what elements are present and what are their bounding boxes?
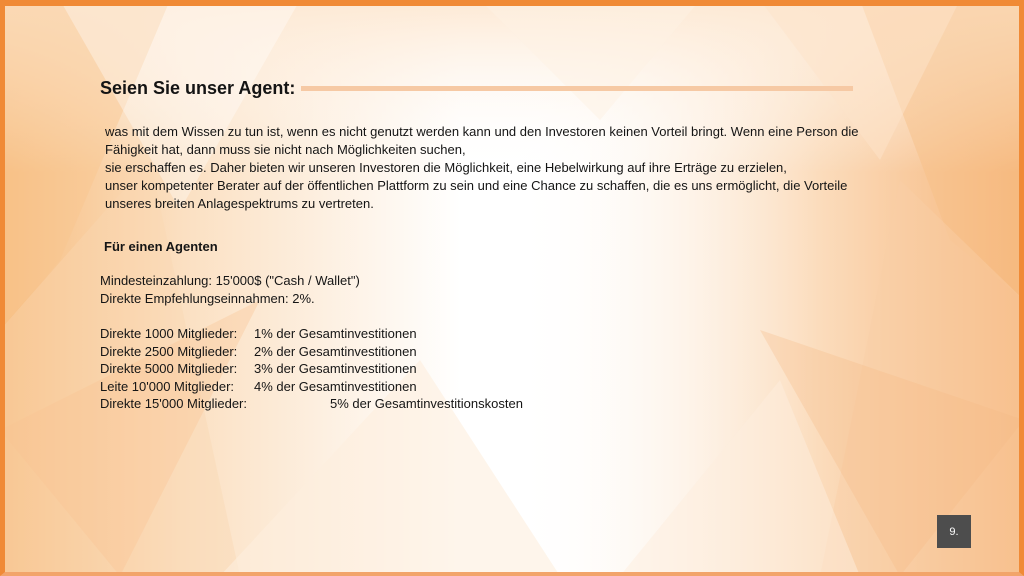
tier-value: 3% der Gesamtinvestitionen bbox=[254, 361, 417, 376]
tier-label: Leite 10'000 Mitglieder: bbox=[100, 378, 235, 394]
slide-title: Seien Sie unser Agent: bbox=[100, 78, 296, 98]
tier-value: 4% der Gesamtinvestitionen bbox=[254, 378, 417, 394]
tier-value: 2% der Gesamtinvestitionen bbox=[254, 343, 417, 359]
tier-value: 1% der Gesamtinvestitionen bbox=[254, 326, 417, 341]
requirement-line: Mindesteinzahlung: 15'000$ ("Cash / Wallet") bbox=[100, 273, 360, 288]
page-number: 9. bbox=[949, 525, 959, 538]
agent-subheading: Für einen Agenten bbox=[104, 239, 218, 254]
tier-label: Direkte 2500 Mitglieder: bbox=[100, 343, 238, 359]
intro-line: Fähigkeit hat, dann muss sie nicht nach Möglichkeiten suchen, bbox=[105, 142, 466, 157]
tier-value: 5% der Gesamtinvestitionskosten bbox=[330, 396, 523, 411]
intro-line: sie erschaffen es. Daher bieten wir unseren Investoren die Möglichkeit, eine Hebelwirkung auf ihre Erträge zu erzielen, bbox=[105, 160, 787, 175]
title-underline-bar bbox=[301, 86, 853, 91]
agent-requirements bbox=[100, 272, 360, 307]
tier-label: Direkte 15'000 Mitglieder: bbox=[100, 396, 247, 411]
requirement-line: Direkte Empfehlungseinnahmen: 2%. bbox=[100, 290, 315, 306]
tier-label: Direkte 5000 Mitglieder: bbox=[100, 361, 238, 376]
intro-line: unseres breiten Anlagespektrums zu vertreten. bbox=[105, 196, 374, 211]
intro-paragraph bbox=[105, 123, 905, 213]
page-number-badge bbox=[937, 515, 971, 548]
intro-line: unser kompetenter Berater auf der öffentlichen Plattform zu sein und eine Chance zu schaffen, die es uns ermöglicht, die Vorteile bbox=[105, 178, 848, 193]
intro-line: was mit dem Wissen zu tun ist, wenn es nicht genutzt werden kann und den Investoren keinen Vorteil bringt. Wenn eine Person die bbox=[105, 124, 859, 139]
tier-label: Direkte 1000 Mitglieder: bbox=[100, 326, 238, 341]
